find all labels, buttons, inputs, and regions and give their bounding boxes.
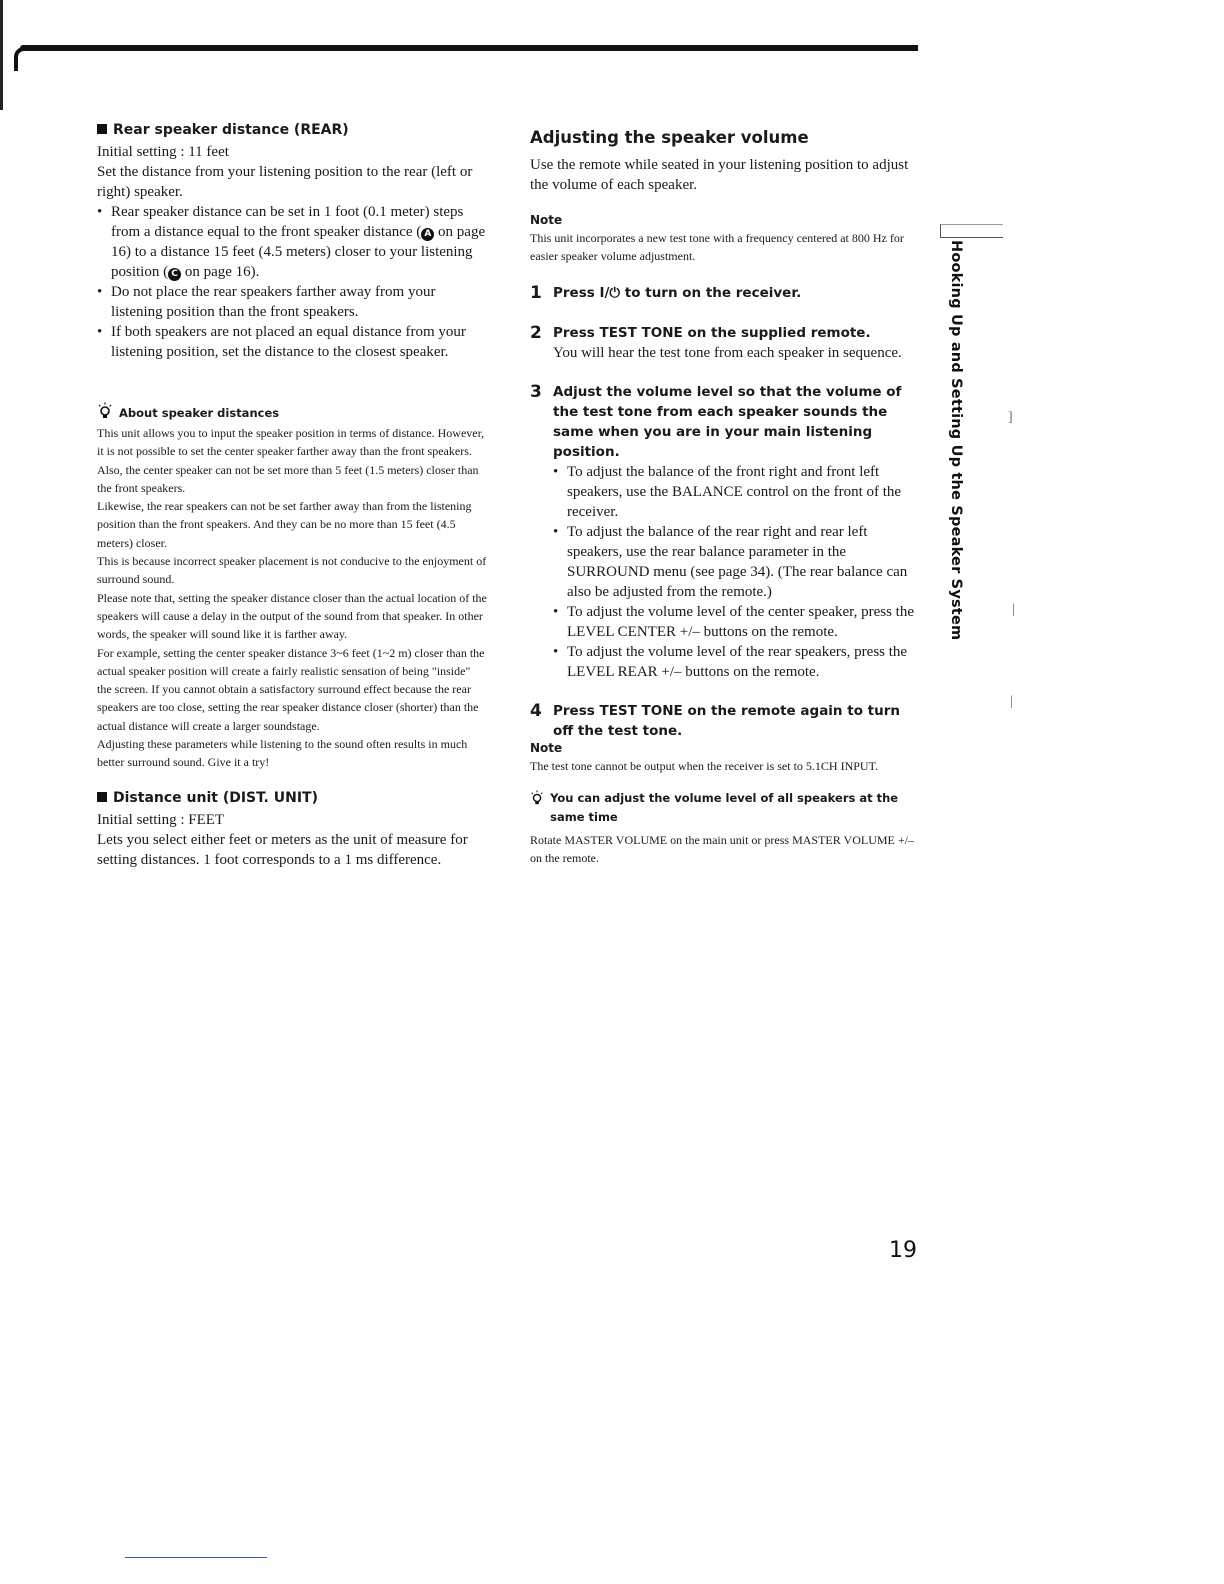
page-number: 19 bbox=[889, 1238, 917, 1263]
footer-rule bbox=[125, 1557, 267, 1558]
list-item: • Do not place the rear speakers farther away from your listening position than the front speakers. bbox=[97, 282, 487, 322]
scan-mark: | bbox=[1012, 602, 1015, 617]
distance-unit-heading: Distance unit (DIST. UNIT) bbox=[97, 790, 487, 806]
tip-text: Rotate MASTER VOLUME on the main unit or press MASTER VOLUME +/– on the remote. bbox=[530, 833, 914, 865]
step-4: 4 Press TEST TONE on the remote again to turn off the test tone. bbox=[530, 701, 920, 741]
rear-initial-setting: Initial setting : 11 feet bbox=[97, 144, 229, 160]
left-column bbox=[97, 122, 487, 870]
unit-description: Lets you select either feet or meters as the unit of measure for setting distances. 1 foot corresponds to a 1 ms difference. bbox=[97, 831, 468, 868]
lightbulb-icon bbox=[97, 402, 113, 420]
header-rule bbox=[20, 45, 918, 51]
tip-paragraph: This is because incorrect speaker placement is not conducive to the enjoyment of surround sound. bbox=[97, 554, 487, 587]
note-label: Note bbox=[530, 213, 563, 227]
scan-mark: | bbox=[1010, 694, 1013, 709]
step-title: Press TEST TONE on the supplied remote. bbox=[553, 325, 871, 341]
tip-paragraph: Adjusting these parameters while listening to the sound often results in much better surround sound. Give it a try! bbox=[97, 737, 468, 770]
step-text: You will hear the test tone from each speaker in sequence. bbox=[553, 345, 902, 361]
side-tab-box bbox=[940, 224, 1003, 238]
list-item: • To adjust the volume level of the center speaker, press the LEVEL CENTER +/– buttons on the remote. bbox=[553, 602, 920, 642]
note-text: This unit incorporates a new test tone with a frequency centered at 800 Hz for easier speaker volume adjustment. bbox=[530, 231, 904, 263]
step3-bullet-list bbox=[553, 462, 920, 682]
section-title: Adjusting the speaker volume bbox=[530, 128, 809, 147]
intro-text: Use the remote while seated in your listening position to adjust the volume of each speaker. bbox=[530, 157, 909, 193]
step-title: Press I/⏻ to turn on the receiver. bbox=[553, 285, 802, 301]
step-3: 3 Adjust the volume level so that the volume of the test tone from each speaker sounds the same when you are in your main listening position. • To adjust the balance of the front right and front left speakers, use the BALANCE control on the front of the receiver. • To adjust the balance of the rear right and rear left speakers, use the rear balance parameter in the SURROUND menu (see page 34). (The rear balance can also be adjusted from the remote.) • To adjust the volume level of the center speaker, press the LEVEL CENTER +/– buttons on the remote. • To adjust the volume level of the rear speakers, press the LEVEL REAR +/– buttons on the remote. bbox=[530, 382, 920, 682]
rear-bullet-list bbox=[97, 202, 487, 362]
tip-paragraph: Please note that, setting the speaker distance closer than the actual location of the speakers will cause a delay in the output of the sound from that speaker. In other words, the speaker will sound like it is farther away. bbox=[97, 590, 487, 642]
rear-distance-heading: Rear speaker distance (REAR) bbox=[97, 122, 487, 138]
note-label: Note bbox=[530, 741, 563, 755]
square-bullet-icon bbox=[97, 792, 107, 802]
tip-heading: About speaker distances bbox=[97, 402, 487, 420]
tip-paragraph: Likewise, the rear speakers can not be set farther away than from the listening position than the front speakers. And they can be no more than 15 feet (4.5 meters) closer. bbox=[97, 499, 472, 550]
list-item: • To adjust the balance of the rear right and rear left speakers, use the rear balance parameter in the SURROUND menu (see page 34). (The rear balance can also be adjusted from the remote.) bbox=[553, 522, 920, 602]
step-2: 2 Press TEST TONE on the supplied remote. You will hear the test tone from each speaker in sequence. bbox=[530, 323, 920, 363]
right-column bbox=[530, 128, 920, 867]
list-item: • If both speakers are not placed an equal distance from your listening position, set the distance to the closest speaker. bbox=[97, 322, 487, 362]
note-text: The test tone cannot be output when the receiver is set to 5.1CH INPUT. bbox=[530, 759, 879, 773]
unit-initial-setting: Initial setting : FEET bbox=[97, 811, 225, 828]
square-bullet-icon bbox=[97, 124, 107, 134]
step-title: Adjust the volume level so that the volume of the test tone from each speaker sounds the same when you are in your main listening position. bbox=[553, 384, 902, 460]
step-title: Press TEST TONE on the remote again to turn off the test tone. bbox=[553, 703, 900, 739]
rear-description: Set the distance from your listening position to the rear (left or right) speaker. bbox=[97, 164, 473, 200]
lightbulb-icon bbox=[530, 789, 544, 807]
tip-paragraph: For example, setting the center speaker distance 3~6 feet (1~2 m) closer than the actual speaker position will create a fairly realistic sensation of being "inside" the screen. If you cannot obtain a satisfactory surround effect because the rear speakers are too close, setting the rear speaker distance closer (shorter) than the actual distance will create a larger soundstage. bbox=[97, 645, 485, 733]
tip-paragraph: This unit allows you to input the speaker position in terms of distance. However, it is not possible to set the center speaker farther away than the front speakers. Also, the center speaker can not be set more than 5 feet (1.5 meters) closer than the front speakers. bbox=[97, 426, 485, 495]
header-rule-hook bbox=[14, 47, 26, 71]
scan-edge bbox=[0, 0, 3, 110]
scan-mark: ] bbox=[1008, 410, 1013, 425]
step-1: 1 Press I/⏻ to turn on the receiver. bbox=[530, 283, 920, 303]
list-item: • To adjust the volume level of the rear speakers, press the LEVEL REAR +/– buttons on the remote. bbox=[553, 642, 920, 682]
circled-a-icon: A bbox=[421, 228, 434, 241]
circled-c-icon: C bbox=[168, 268, 181, 281]
tip-heading: You can adjust the volume level of all speakers at the same time bbox=[530, 789, 920, 827]
side-tab-label: Hooking Up and Setting Up the Speaker System bbox=[948, 240, 964, 641]
list-item: • Rear speaker distance can be set in 1 foot (0.1 meter) steps from a distance equal to the front speaker distance ( A on page 16) to a distance 15 feet (4.5 meters) closer to your listening position ( C on page 16). bbox=[97, 202, 487, 282]
list-item: • To adjust the balance of the front right and front left speakers, use the BALANCE control on the front of the receiver. bbox=[553, 462, 920, 522]
